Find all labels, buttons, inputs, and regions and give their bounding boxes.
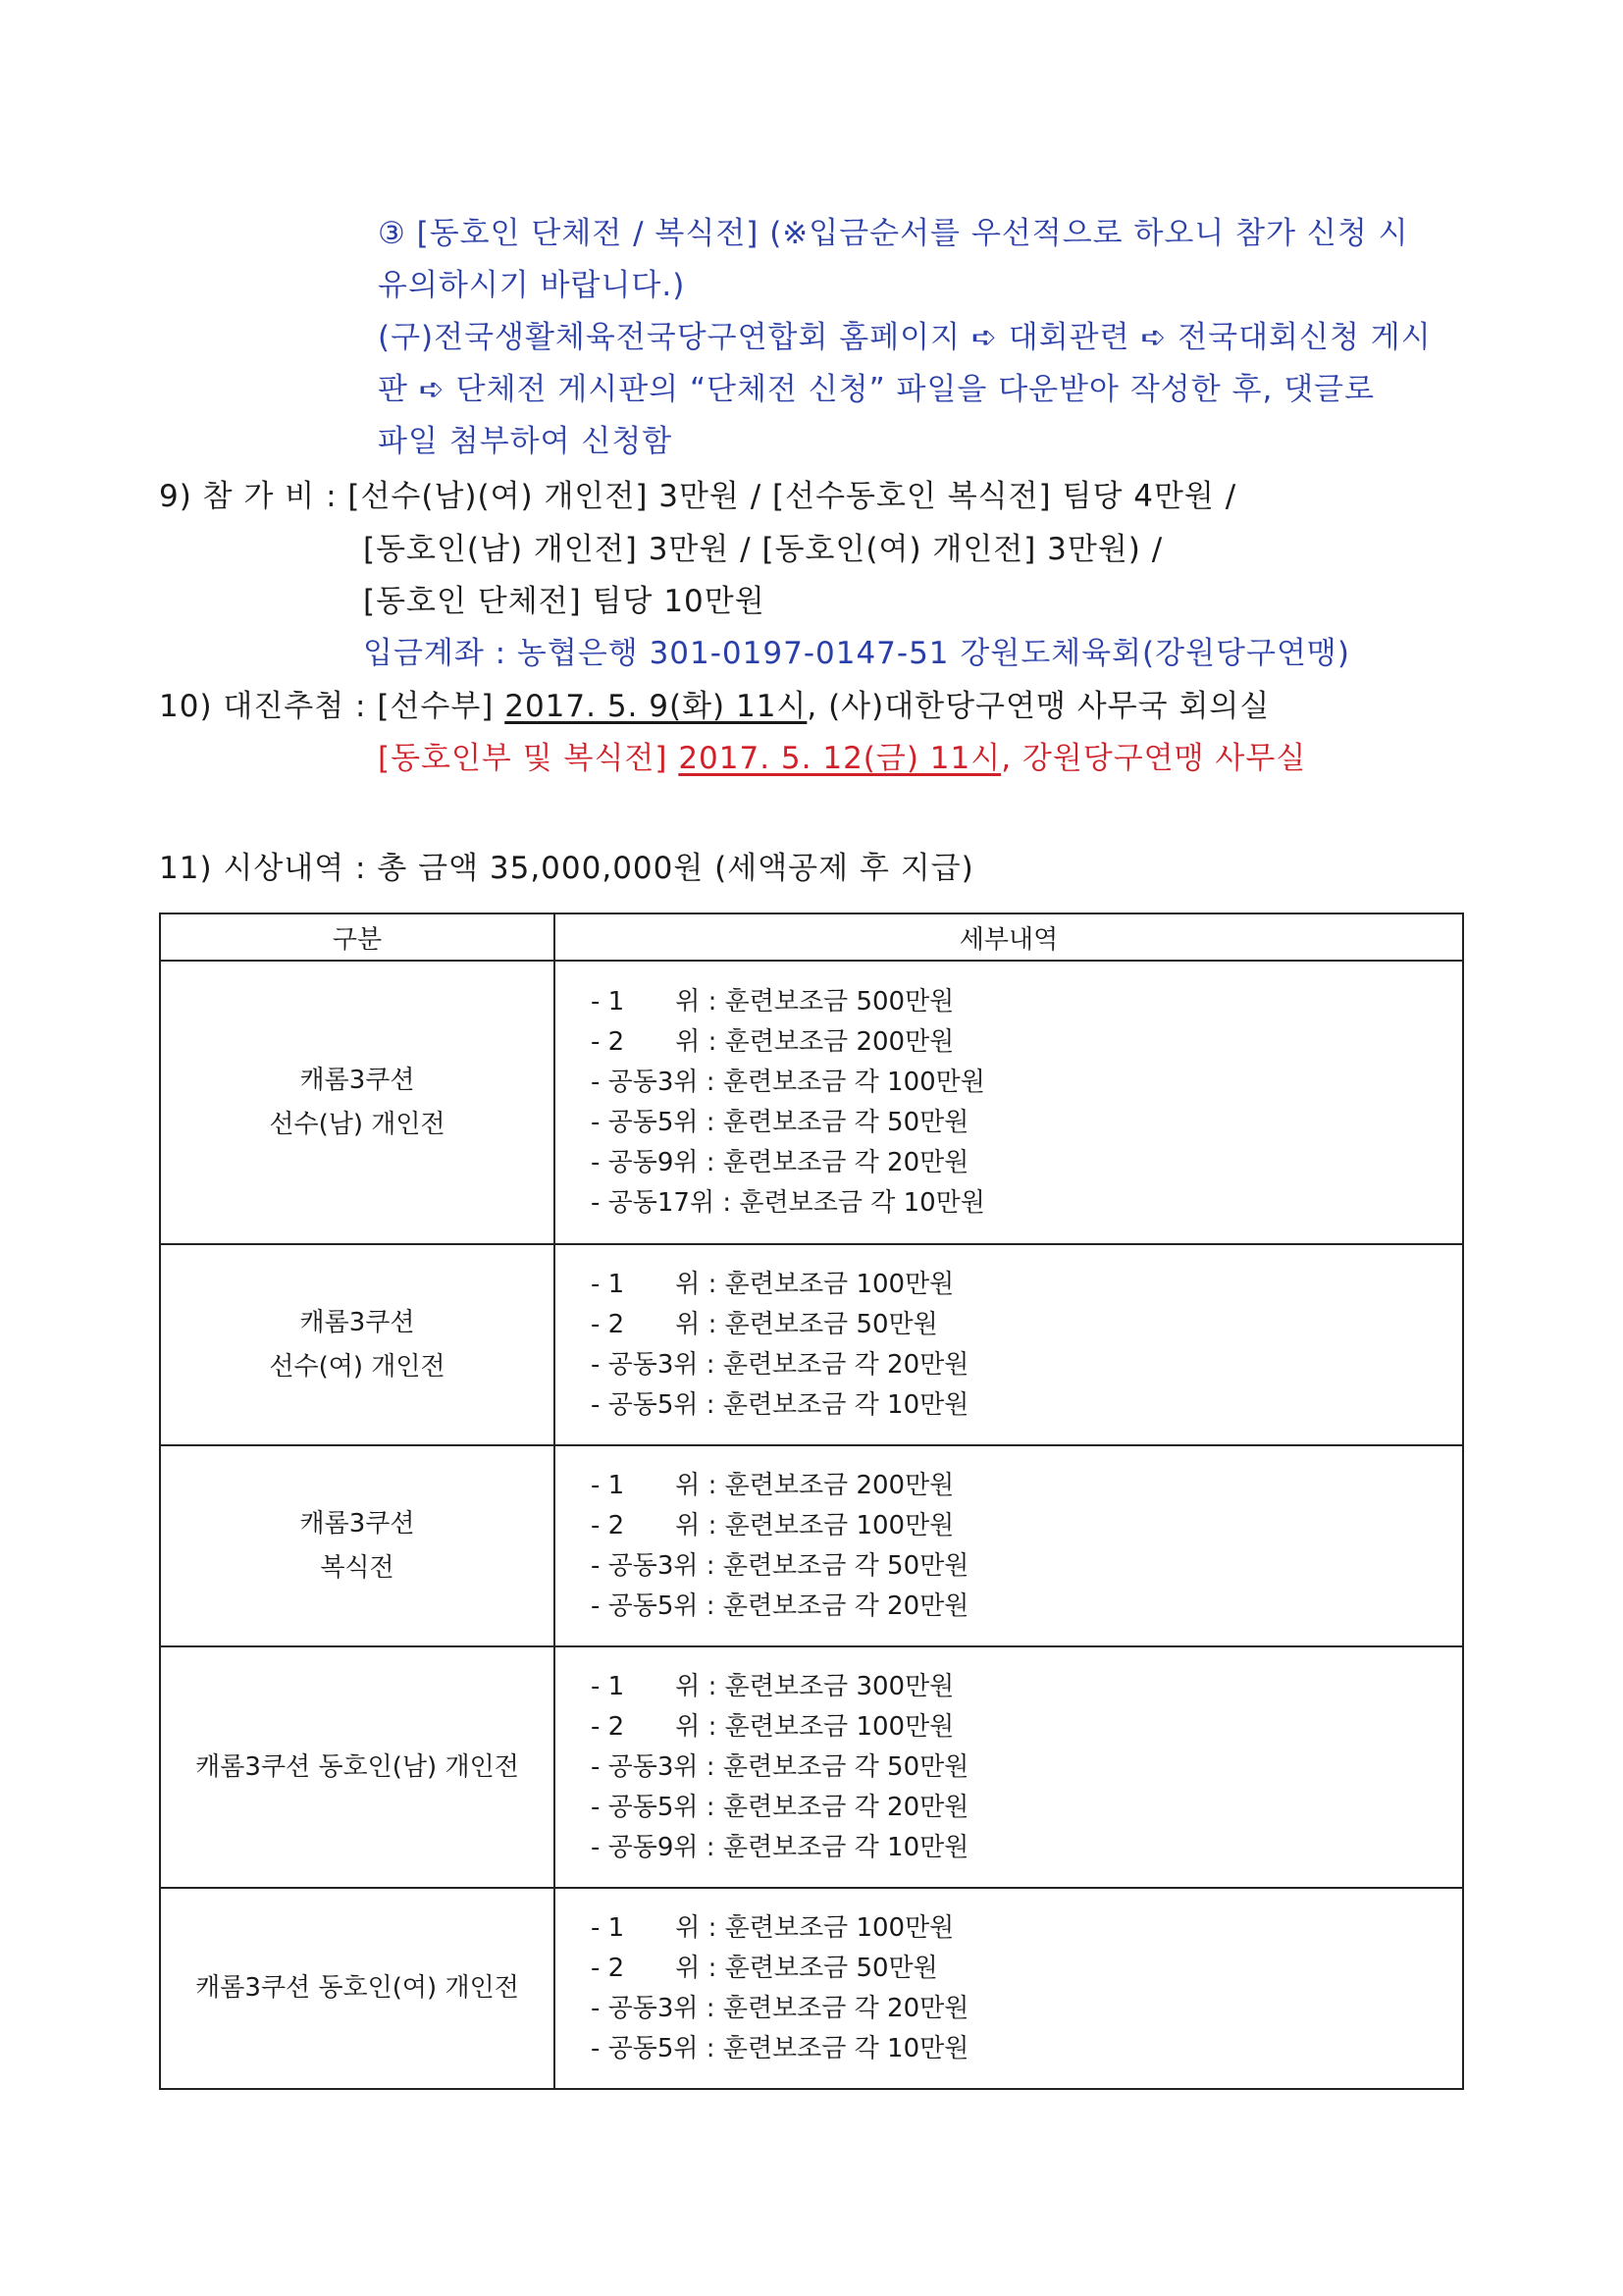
item3-line-4: 판 ➪ 단체전 게시판의 “단체전 신청” 파일을 다운받아 작성한 후, 댓글로: [378, 372, 1376, 407]
detail-line: - 공동3위 : 훈련보조금 각 50만원: [591, 1751, 969, 1782]
details-cell: [554, 1888, 1463, 2089]
detail-line: - 2 위 : 훈련보조금 100만원: [591, 1711, 955, 1742]
category-line: 캐롬3쿠션 동호인(남) 개인전: [195, 1751, 519, 1782]
detail-line: - 2 위 : 훈련보조금 50만원: [591, 1953, 938, 1983]
draw-amateur-line: [378, 739, 1306, 778]
details-cell: [554, 1646, 1463, 1888]
fee-line-3: [동호인 단체전] 팀당 10만원: [363, 584, 765, 619]
draw-player-place: , (사)대한당구연맹 사무국 회의실: [807, 689, 1271, 724]
table-row: [160, 1646, 1463, 1888]
detail-line: - 공동5위 : 훈련보조금 각 50만원: [591, 1107, 969, 1137]
header-category: 구분: [160, 913, 554, 961]
detail-line: - 공동5위 : 훈련보조금 각 10만원: [591, 1389, 969, 1420]
detail-line: - 2 위 : 훈련보조금 100만원: [591, 1510, 955, 1540]
draw-player-line: [159, 687, 1270, 726]
draw-amateur-date: 2017. 5. 12(금) 11시: [678, 741, 1002, 776]
awards-title: 11) 시상내역 : 총 금액 35,000,000원 (세액공제 후 지급): [159, 851, 974, 886]
category-line: 캐롬3쿠션: [299, 1065, 415, 1095]
category-line: 캐롬3쿠션: [299, 1508, 415, 1539]
detail-line: - 1 위 : 훈련보조금 500만원: [591, 986, 955, 1017]
draw-label: 10) 대진추첨 :: [159, 689, 378, 724]
category-line: 복식전: [320, 1552, 394, 1583]
category-line: 선수(여) 개인전: [269, 1351, 445, 1382]
detail-line: - 공동5위 : 훈련보조금 각 20만원: [591, 1792, 969, 1822]
category-cell: [160, 1445, 554, 1646]
category-line: 캐롬3쿠션: [299, 1307, 415, 1337]
draw-player-division: [선수부]: [377, 689, 505, 724]
table-row: [160, 1888, 1463, 2089]
item3-line-2: 유의하시기 바랍니다.): [378, 268, 686, 303]
header-details: 세부내역: [554, 913, 1463, 961]
item3-line-1: ③ [동호인 단체전 / 복식전] (※입금순서를 우선적으로 하오니 참가 신청 시: [378, 216, 1409, 251]
detail-line: - 공동3위 : 훈련보조금 각 20만원: [591, 1349, 969, 1380]
category-line: 캐롬3쿠션 동호인(여) 개인전: [195, 1973, 519, 2003]
detail-line: - 1 위 : 훈련보조금 200만원: [591, 1470, 955, 1500]
draw-amateur-division: [동호인부 및 복식전]: [378, 741, 679, 776]
detail-line: - 1 위 : 훈련보조금 300만원: [591, 1671, 955, 1701]
awards-table: [159, 913, 1464, 2090]
details-cell: [554, 1244, 1463, 1445]
detail-line: - 공동9위 : 훈련보조금 각 10만원: [591, 1832, 969, 1862]
detail-line: - 공동3위 : 훈련보조금 각 100만원: [591, 1067, 985, 1097]
draw-player-date: 2017. 5. 9(화) 11시: [504, 689, 808, 724]
detail-line: - 1 위 : 훈련보조금 100만원: [591, 1269, 955, 1299]
details-cell: [554, 961, 1463, 1244]
detail-line: - 공동9위 : 훈련보조금 각 20만원: [591, 1147, 969, 1177]
fee-account: 입금계좌 : 농협은행 301-0197-0147-51 강원도체육회(강원당구연맹): [363, 636, 1350, 671]
table-row: [160, 1445, 1463, 1646]
detail-line: - 공동3위 : 훈련보조금 각 20만원: [591, 1993, 969, 2023]
category-cell: [160, 961, 554, 1244]
table-header-row: [160, 913, 1463, 961]
detail-line: - 2 위 : 훈련보조금 50만원: [591, 1309, 938, 1339]
draw-amateur-place: , 강원당구연맹 사무실: [1001, 741, 1307, 776]
fee-line-2: [동호인(남) 개인전] 3만원 / [동호인(여) 개인전] 3만원) /: [363, 532, 1164, 567]
detail-line: - 공동17위 : 훈련보조금 각 10만원: [591, 1187, 985, 1218]
category-cell: [160, 1888, 554, 2089]
detail-line: - 공동3위 : 훈련보조금 각 50만원: [591, 1550, 969, 1581]
detail-line: - 공동5위 : 훈련보조금 각 10만원: [591, 2033, 969, 2063]
table-row: [160, 1244, 1463, 1445]
detail-line: - 공동5위 : 훈련보조금 각 20만원: [591, 1591, 969, 1621]
table-row: [160, 961, 1463, 1244]
category-cell: [160, 1244, 554, 1445]
detail-line: - 2 위 : 훈련보조금 200만원: [591, 1026, 955, 1057]
detail-line: - 1 위 : 훈련보조금 100만원: [591, 1912, 955, 1943]
item3-line-5: 파일 첨부하여 신청함: [378, 424, 673, 459]
fee-line-1: 9) 참 가 비 : [선수(남)(여) 개인전] 3만원 / [선수동호인 복식전] 팀당 4만원 /: [159, 479, 1237, 514]
details-cell: [554, 1445, 1463, 1646]
item3-line-3: (구)전국생활체육전국당구연합회 홈페이지 ➪ 대회관련 ➪ 전국대회신청 게시: [378, 320, 1432, 355]
category-line: 선수(남) 개인전: [269, 1109, 445, 1139]
category-cell: [160, 1646, 554, 1888]
